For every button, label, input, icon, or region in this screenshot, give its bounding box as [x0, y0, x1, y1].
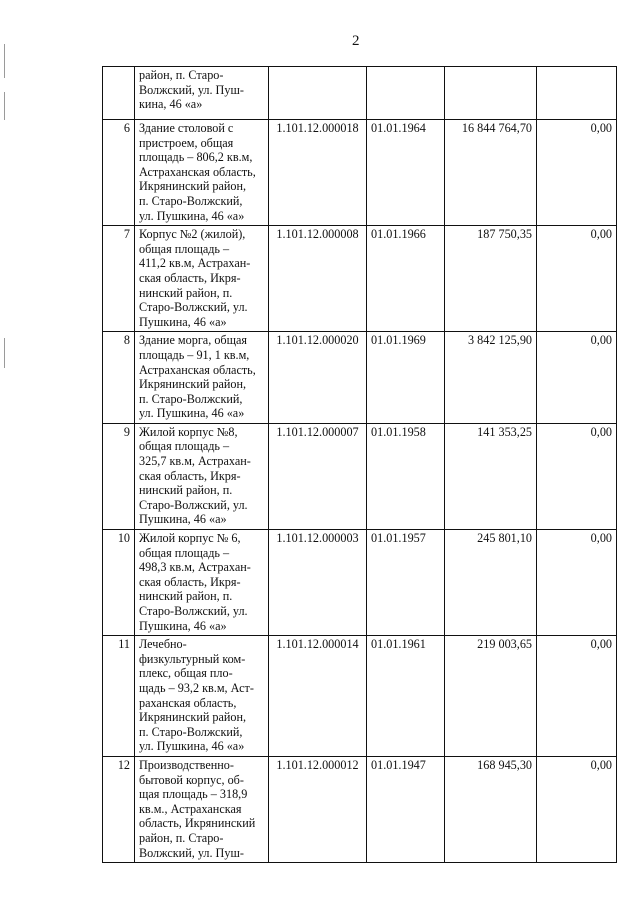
property-description-cell: Жилой корпус №8, общая площадь – 325,7 кв.м, Астрахан- ская область, Икря- нинский район, п. Старо-Волжский, ул. Пушкина, 46 «а» — [135, 423, 269, 529]
residual-cost-cell: 0,00 — [537, 332, 617, 424]
table-row — [103, 226, 617, 332]
initial-cost-cell: 3 842 125,90 — [445, 332, 537, 424]
residual-cost-cell: 0,00 — [537, 423, 617, 529]
inventory-number-cell: 1.101.12.000014 — [269, 636, 367, 757]
initial-cost-cell: 168 945,30 — [445, 756, 537, 862]
property-description-cell: Производственно- бытовой корпус, об- щая площадь – 318,9 кв.м., Астраханская область, Икрянинский район, п. Старо- Волжский, ул. Пуш- — [135, 756, 269, 862]
table-row — [103, 530, 617, 636]
property-description-cell: Здание столовой с пристроем, общая площадь – 806,2 кв.м, Астраханская область, Икрянинский район, п. Старо-Волжский, ул. Пушкина, 46 «а» — [135, 120, 269, 226]
commission-date-cell: 01.01.1958 — [367, 423, 445, 529]
property-description-cell: Жилой корпус № 6, общая площадь – 498,3 кв.м, Астрахан- ская область, Икря- нинский район, п. Старо-Волжский, ул. Пушкина, 46 «а» — [135, 530, 269, 636]
residual-cost-cell: 0,00 — [537, 756, 617, 862]
property-description-cell: Корпус №2 (жилой), общая площадь – 411,2 кв.м, Астрахан- ская область, Икря- нинский район, п. Старо-Волжский, ул. Пушкина, 46 «а» — [135, 226, 269, 332]
page-number: 2 — [352, 33, 360, 49]
table-row — [103, 332, 617, 424]
row-number-cell: 11 — [103, 636, 135, 757]
row-number-cell: 6 — [103, 120, 135, 226]
commission-date-cell: 01.01.1947 — [367, 756, 445, 862]
residual-cost-cell: 0,00 — [537, 120, 617, 226]
table-row — [103, 67, 617, 120]
initial-cost-cell: 187 750,35 — [445, 226, 537, 332]
initial-cost-cell — [445, 67, 537, 120]
table-row — [103, 636, 617, 757]
initial-cost-cell: 16 844 764,70 — [445, 120, 537, 226]
initial-cost-cell: 141 353,25 — [445, 423, 537, 529]
property-description-cell: район, п. Старо- Волжский, ул. Пуш- кина, 46 «а» — [135, 67, 269, 120]
residual-cost-cell — [537, 67, 617, 120]
row-number-cell — [103, 67, 135, 120]
table-row — [103, 756, 617, 862]
commission-date-cell: 01.01.1957 — [367, 530, 445, 636]
property-table — [102, 66, 617, 863]
commission-date-cell: 01.01.1964 — [367, 120, 445, 226]
inventory-number-cell: 1.101.12.000007 — [269, 423, 367, 529]
table-row — [103, 423, 617, 529]
initial-cost-cell: 245 801,10 — [445, 530, 537, 636]
inventory-number-cell: 1.101.12.000003 — [269, 530, 367, 636]
residual-cost-cell: 0,00 — [537, 636, 617, 757]
initial-cost-cell: 219 003,65 — [445, 636, 537, 757]
row-number-cell: 12 — [103, 756, 135, 862]
row-number-cell: 9 — [103, 423, 135, 529]
row-number-cell: 7 — [103, 226, 135, 332]
commission-date-cell: 01.01.1966 — [367, 226, 445, 332]
commission-date-cell: 01.01.1961 — [367, 636, 445, 757]
inventory-number-cell: 1.101.12.000020 — [269, 332, 367, 424]
commission-date-cell — [367, 67, 445, 120]
scan-margin-mark — [4, 92, 5, 120]
residual-cost-cell: 0,00 — [537, 530, 617, 636]
inventory-number-cell: 1.101.12.000012 — [269, 756, 367, 862]
table-row — [103, 120, 617, 226]
commission-date-cell: 01.01.1969 — [367, 332, 445, 424]
scan-margin-mark — [4, 338, 5, 368]
row-number-cell: 10 — [103, 530, 135, 636]
row-number-cell: 8 — [103, 332, 135, 424]
property-table-body — [103, 67, 617, 863]
inventory-number-cell: 1.101.12.000018 — [269, 120, 367, 226]
property-description-cell: Лечебно- физкультурный ком- плекс, общая пло- щадь – 93,2 кв.м, Аст- раханская область, Икрянинский район, п. Старо-Волжский, ул. Пушкина, 46 «а» — [135, 636, 269, 757]
inventory-number-cell — [269, 67, 367, 120]
property-description-cell: Здание морга, общая площадь – 91, 1 кв.м, Астраханская область, Икрянинский район, п. Старо-Волжский, ул. Пушкина, 46 «а» — [135, 332, 269, 424]
scan-margin-mark — [4, 44, 5, 78]
inventory-number-cell: 1.101.12.000008 — [269, 226, 367, 332]
residual-cost-cell: 0,00 — [537, 226, 617, 332]
